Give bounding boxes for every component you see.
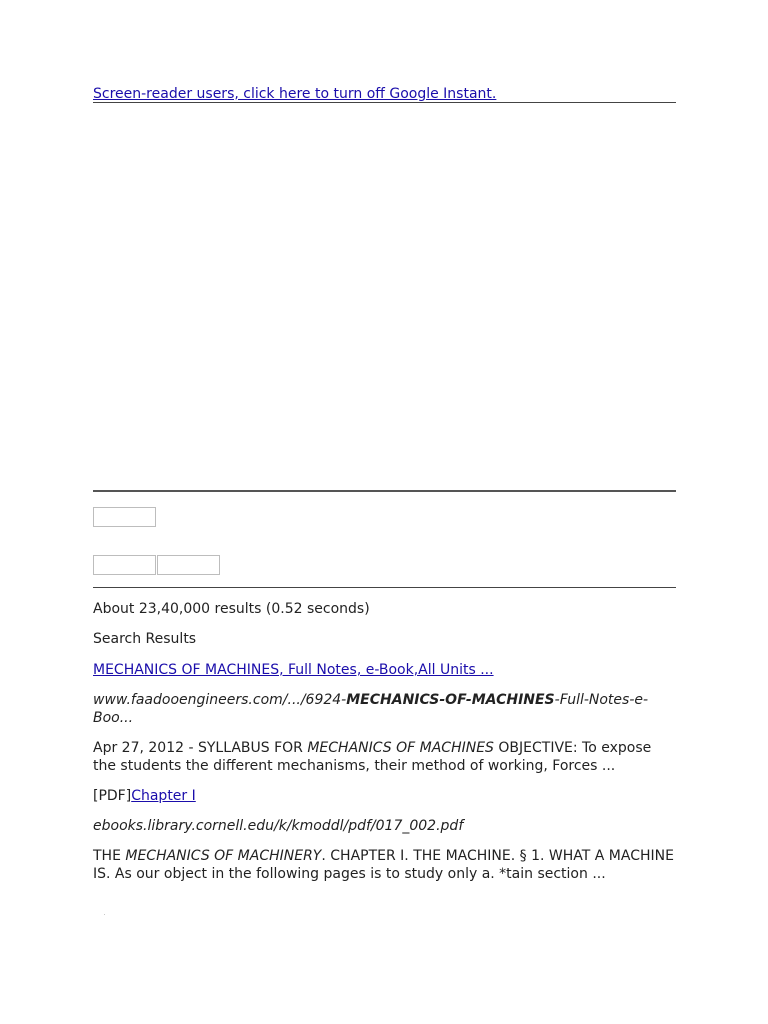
result-2-title-row <box>93 787 678 805</box>
lucky-button-box[interactable] <box>157 555 220 575</box>
search-button-box[interactable] <box>93 555 156 575</box>
result-1-url <box>93 691 678 727</box>
result-1-url-prefix: www.faadooengineers.com/.../6924- <box>93 692 347 708</box>
result-1-snippet-em: MECHANICS OF MACHINES <box>307 740 494 756</box>
divider-bottom <box>93 587 676 588</box>
result-1-url-suffix: -Full-Notes-e-Boo... <box>93 692 649 726</box>
result-2-tag: [PDF] <box>93 788 132 804</box>
screen-reader-link[interactable]: Screen-reader users, click here to turn off Google Instant. <box>93 86 497 102</box>
result-1-snippet-suffix: OBJECTIVE: To expose the students the different mechanisms, their method of working, Forces ... <box>93 740 652 774</box>
result-1-title-link[interactable]: MECHANICS OF MACHINES, Full Notes, e-Book,All Units ... <box>93 662 494 678</box>
results-stats: About 23,40,000 results (0.52 seconds) <box>93 601 370 617</box>
result-1-snippet <box>93 739 678 775</box>
result-2-url: ebooks.library.cornell.edu/k/kmoddl/pdf/017_002.pdf <box>93 818 464 834</box>
result-1-title-row <box>93 661 678 679</box>
search-results-heading: Search Results <box>93 631 197 647</box>
result-2-title-link[interactable]: Chapter I <box>131 788 196 804</box>
result-2-snippet <box>93 847 678 883</box>
result-1-url-bold: MECHANICS-OF-MACHINES <box>346 692 555 708</box>
screen-reader-row <box>93 86 676 103</box>
result-2-snippet-prefix: THE <box>93 848 126 864</box>
result-2-snippet-em: MECHANICS OF MACHINERY <box>125 848 322 864</box>
result-1-snippet-prefix: Apr 27, 2012 - SYLLABUS FOR <box>93 740 308 756</box>
search-input-box[interactable] <box>93 507 156 527</box>
stray-dot <box>104 914 105 915</box>
result-2-snippet-suffix: . CHAPTER I. THE MACHINE. § 1. WHAT A MACHINE IS. As our object in the following pages is to study only a. *tain section ... <box>93 848 674 882</box>
divider-top <box>93 490 676 492</box>
